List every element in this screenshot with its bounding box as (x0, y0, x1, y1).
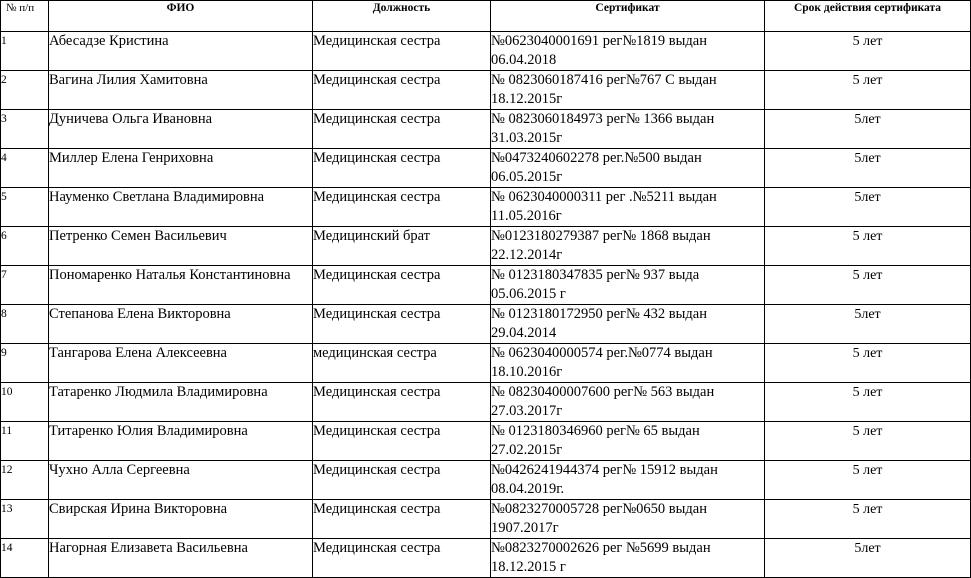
person-name-cell: Титаренко Юлия Владимировна (49, 422, 313, 461)
person-name-cell: Свирская Ирина Викторовна (49, 500, 313, 539)
table-row (1, 188, 971, 227)
row-number-cell: 6 (1, 227, 49, 266)
header-num: № п/п (1, 1, 49, 32)
position-cell: Медицинская сестра (313, 422, 491, 461)
certificate-term-cell: 5 лет (765, 500, 971, 539)
position-cell: медицинская сестра (313, 344, 491, 383)
certificate-cell: №0823270002626 рег №5699 выдан 18.12.2015 г (491, 539, 765, 578)
person-name-cell: Татаренко Людмила Владимировна (49, 383, 313, 422)
certificate-term-cell: 5 лет (765, 383, 971, 422)
certificate-cell: № 0623040000311 рег .№5211 выдан 11.05.2016г (491, 188, 765, 227)
certificate-term-cell: 5лет (765, 188, 971, 227)
certificate-cell: № 0623040000574 рег.№0774 выдан 18.10.2016г (491, 344, 765, 383)
position-cell: Медицинская сестра (313, 461, 491, 500)
table-row (1, 32, 971, 71)
position-cell: Медицинская сестра (313, 188, 491, 227)
person-name-cell: Абесадзе Кристина (49, 32, 313, 71)
certificate-term-cell: 5 лет (765, 422, 971, 461)
position-cell: Медицинская сестра (313, 71, 491, 110)
position-cell: Медицинская сестра (313, 266, 491, 305)
position-cell: Медицинская сестра (313, 539, 491, 578)
certificate-cell: №0426241944374 рег№ 15912 выдан 08.04.2019г. (491, 461, 765, 500)
header-position: Должность (313, 1, 491, 32)
row-number-cell: 7 (1, 266, 49, 305)
header-certificate: Сертификат (491, 1, 765, 32)
person-name-cell: Степанова Елена Викторовна (49, 305, 313, 344)
position-cell: Медицинская сестра (313, 32, 491, 71)
person-name-cell: Пономаренко Наталья Константиновна (49, 266, 313, 305)
certificate-term-cell: 5 лет (765, 344, 971, 383)
row-number-cell: 2 (1, 71, 49, 110)
person-name-cell: Петренко Семен Васильевич (49, 227, 313, 266)
person-name-cell: Науменко Светлана Владимировна (49, 188, 313, 227)
position-cell: Медицинская сестра (313, 110, 491, 149)
table-row (1, 500, 971, 539)
certificate-term-cell: 5лет (765, 149, 971, 188)
certificate-term-cell: 5 лет (765, 266, 971, 305)
certificate-cell: №0623040001691 рег№1819 выдан 06.04.2018 (491, 32, 765, 71)
row-number-cell: 1 (1, 32, 49, 71)
certificate-cell: №0823270005728 рег№0650 выдан 1907.2017г (491, 500, 765, 539)
row-number-cell: 13 (1, 500, 49, 539)
certificate-cell: № 0123180347835 рег№ 937 выда 05.06.2015 г (491, 266, 765, 305)
table-row (1, 149, 971, 188)
position-cell: Медицинская сестра (313, 305, 491, 344)
certificate-term-cell: 5 лет (765, 227, 971, 266)
certificate-term-cell: 5 лет (765, 32, 971, 71)
person-name-cell: Вагина Лилия Хамитовна (49, 71, 313, 110)
row-number-cell: 12 (1, 461, 49, 500)
header-term: Срок действия сертификата (765, 1, 971, 32)
position-cell: Медицинская сестра (313, 383, 491, 422)
certificate-term-cell: 5лет (765, 305, 971, 344)
table-row (1, 383, 971, 422)
position-cell: Медицинская сестра (313, 500, 491, 539)
table-row (1, 227, 971, 266)
header-name: ФИО (49, 1, 313, 32)
certificate-cell: № 08230400007600 рег№ 563 выдан 27.03.2017г (491, 383, 765, 422)
header-row (1, 1, 971, 32)
position-cell: Медицинский брат (313, 227, 491, 266)
row-number-cell: 9 (1, 344, 49, 383)
certificate-cell: № 0823060187416 рег№767 С выдан 18.12.2015г (491, 71, 765, 110)
certificate-term-cell: 5лет (765, 110, 971, 149)
certificate-cell: №0123180279387 рег№ 1868 выдан 22.12.2014г (491, 227, 765, 266)
certificate-cell: №0473240602278 рег.№500 выдан 06.05.2015г (491, 149, 765, 188)
table-row (1, 110, 971, 149)
row-number-cell: 10 (1, 383, 49, 422)
row-number-cell: 11 (1, 422, 49, 461)
table-row (1, 266, 971, 305)
table-row (1, 344, 971, 383)
position-cell: Медицинская сестра (313, 149, 491, 188)
row-number-cell: 14 (1, 539, 49, 578)
certificate-cell: № 0123180172950 рег№ 432 выдан 29.04.2014 (491, 305, 765, 344)
person-name-cell: Миллер Елена Генриховна (49, 149, 313, 188)
row-number-cell: 5 (1, 188, 49, 227)
certificate-term-cell: 5 лет (765, 71, 971, 110)
person-name-cell: Дуничева Ольга Ивановна (49, 110, 313, 149)
table-body (1, 32, 971, 578)
certificate-cell: № 0823060184973 рег№ 1366 выдан 31.03.2015г (491, 110, 765, 149)
certificate-term-cell: 5 лет (765, 461, 971, 500)
certificate-cell: № 0123180346960 рег№ 65 выдан 27.02.2015г (491, 422, 765, 461)
table-row (1, 539, 971, 578)
person-name-cell: Чухно Алла Сергеевна (49, 461, 313, 500)
table-row (1, 71, 971, 110)
table-header (1, 1, 971, 32)
row-number-cell: 3 (1, 110, 49, 149)
certificate-term-cell: 5лет (765, 539, 971, 578)
person-name-cell: Тангарова Елена Алексеевна (49, 344, 313, 383)
row-number-cell: 8 (1, 305, 49, 344)
row-number-cell: 4 (1, 149, 49, 188)
table-row (1, 461, 971, 500)
person-name-cell: Нагорная Елизавета Васильевна (49, 539, 313, 578)
table-row (1, 422, 971, 461)
table-row (1, 305, 971, 344)
